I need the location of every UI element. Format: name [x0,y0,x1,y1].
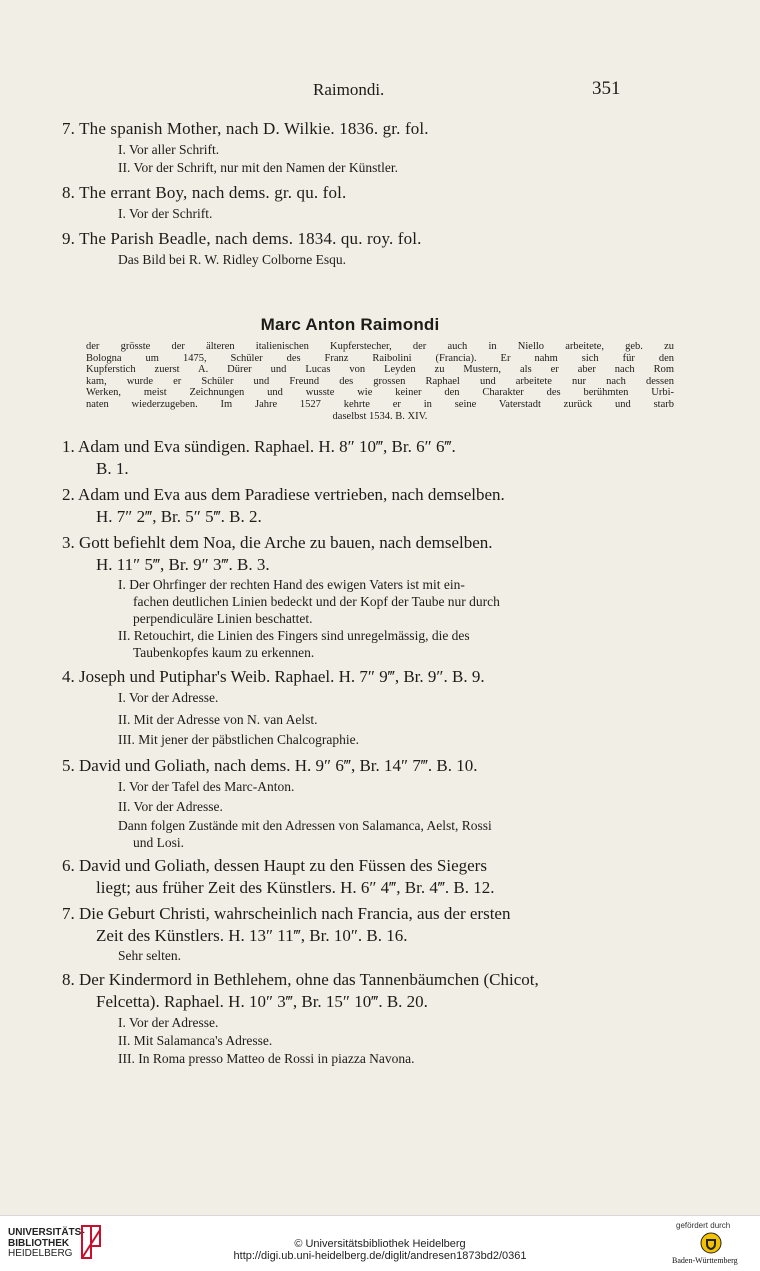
entry-2-cont: H. 7″ 2‴, Br. 5″ 5‴. B. 2. [96,507,262,526]
entry-5: 5. David und Goliath, nach dems. H. 9″ 6‴, Br. 14″ 7‴. B. 10. [62,756,478,775]
entry-4-state-3: III. Mit jener der päbstlichen Chalcographie. [118,732,360,747]
entry-3: 3. Gott befiehlt dem Noa, die Arche zu bauen, nach demselben. [62,533,493,552]
entry-8-state-1: I. Vor der Adresse. [118,1015,219,1030]
entry-prev-8: 8. The errant Boy, nach dems. gr. qu. fol. [62,183,347,202]
logo-line: HEIDELBERG [8,1248,73,1259]
running-header: Raimondi. [313,80,385,99]
entry-7-cont: Zeit des Künstlers. H. 13″ 11‴, Br. 10″. B. 16. [96,926,408,945]
copyright-block [0,1238,760,1262]
entry-3-state-2: II. Retouchirt, die Linien des Fingers sind unregelmässig, die des [118,628,470,643]
bio-line: kam, wurde er Schüler und Freund des grossen Raphael und arbeitete nur nach dessen [86,375,674,387]
entry-8-cont: Felcetta). Raphael. H. 10″ 3‴, Br. 15″ 10‴. B. 20. [96,992,428,1011]
entry-prev-9-note: Das Bild bei R. W. Ridley Colborne Esqu. [118,252,346,267]
entry-3-cont: H. 11″ 5‴, Br. 9″ 3‴. B. 3. [96,555,270,574]
entry-5-state-1: I. Vor der Tafel des Marc-Anton. [118,779,295,794]
entry-4-state-2: II. Mit der Adresse von N. van Aelst. [118,712,318,727]
bio-line: Kupferstich zuerst A. Dürer und Lucas von Leyden zu Mustern, als er aber nach Rom [86,364,674,376]
viewer-footer [0,1215,760,1271]
entry-3-state-1: I. Der Ohrfinger der rechten Hand des ewigen Vaters ist mit ein- [118,577,465,592]
bio-line: Werken, meist Zeichnungen und wusste wie keiner den Charakter des berühmten Urbi- [86,387,674,399]
entry-3-state-2-cont: Taubenkopfes kaum zu erkennen. [133,645,315,660]
logo-line: BIBLIOTHEK [8,1237,70,1249]
entry-6: 6. David und Goliath, dessen Haupt zu den Füssen des Siegers [62,856,487,875]
entry-prev-7-state-1: I. Vor aller Schrift. [118,142,220,157]
baden-wuerttemberg-crest-icon[interactable] [700,1232,722,1254]
entry-1: 1. Adam und Eva sündigen. Raphael. H. 8″ 10‴, Br. 6″ 6‴. [62,437,456,456]
bio-line: der grösste der älteren italienischen Kupferstecher, der auch in Niello arbeitete, geb. zu [86,341,674,352]
entry-3-state-1-cont: perpendiculäre Linien beschattet. [133,611,313,626]
entry-8-state-2: II. Mit Salamanca's Adresse. [118,1033,273,1048]
entry-prev-9: 9. The Parish Beadle, nach dems. 1834. qu. roy. fol. [62,229,422,248]
copyright-text: © Universitätsbibliothek Heidelberg [294,1238,466,1250]
page-number: 351 [592,78,621,99]
artist-biography [86,341,674,422]
entry-7-note: Sehr selten. [118,948,181,963]
entry-8-state-3: III. In Roma presso Matteo de Rossi in piazza Navona. [118,1051,415,1066]
bio-line: naten wiederzugeben. Im Jahre 1527 kehrte er in seine Vaterstadt zurück und starb [86,398,674,410]
entry-prev-7-state-2: II. Vor der Schrift, nur mit den Namen der Künstler. [118,160,398,175]
entry-1-cont: B. 1. [96,459,129,478]
entry-5-state-2: II. Vor der Adresse. [118,799,223,814]
entry-5-note: Dann folgen Zustände mit den Adressen von Salamanca, Aelst, Rossi [118,818,492,833]
funded-by-label: gefördert durch [676,1221,731,1230]
entry-7: 7. Die Geburt Christi, wahrscheinlich nach Francia, aus der ersten [62,904,511,923]
entry-5-note-cont: und Losi. [133,835,185,850]
entry-6-cont: liegt; aus früher Zeit des Künstlers. H. 6″ 4‴, Br. 4‴. B. 12. [96,878,495,897]
entry-prev-8-state-1: I. Vor der Schrift. [118,206,213,221]
funder-name: Baden-Württemberg [672,1256,738,1265]
bio-line: Bologna um 1475, Schüler des Franz Raibolini (Francia). Er nahm sich für den [86,352,674,364]
entry-prev-7: 7. The spanish Mother, nach D. Wilkie. 1836. gr. fol. [62,119,429,138]
entry-3-state-1-cont: fachen deutlichen Linien bedeckt und der Kopf der Taube nur durch [133,594,500,609]
entry-4-state-1: I. Vor der Adresse. [118,690,219,705]
section-title: Marc Anton Raimondi [260,315,440,334]
bio-line: daselbst 1534. B. XIV. [332,410,428,422]
entry-4: 4. Joseph und Putiphar's Weib. Raphael. H. 7″ 9‴, Br. 9″. B. 9. [62,667,485,686]
logo-line: UNIVERSITÄTS- [8,1227,85,1238]
permalink-url[interactable]: http://digi.ub.uni-heidelberg.de/diglit/andresen1873bd2/0361 [233,1250,527,1262]
entry-2: 2. Adam und Eva aus dem Paradiese vertrieben, nach demselben. [62,485,505,504]
entry-8: 8. Der Kindermord in Bethlehem, ohne das Tannenbäumchen (Chicot, [62,970,539,989]
